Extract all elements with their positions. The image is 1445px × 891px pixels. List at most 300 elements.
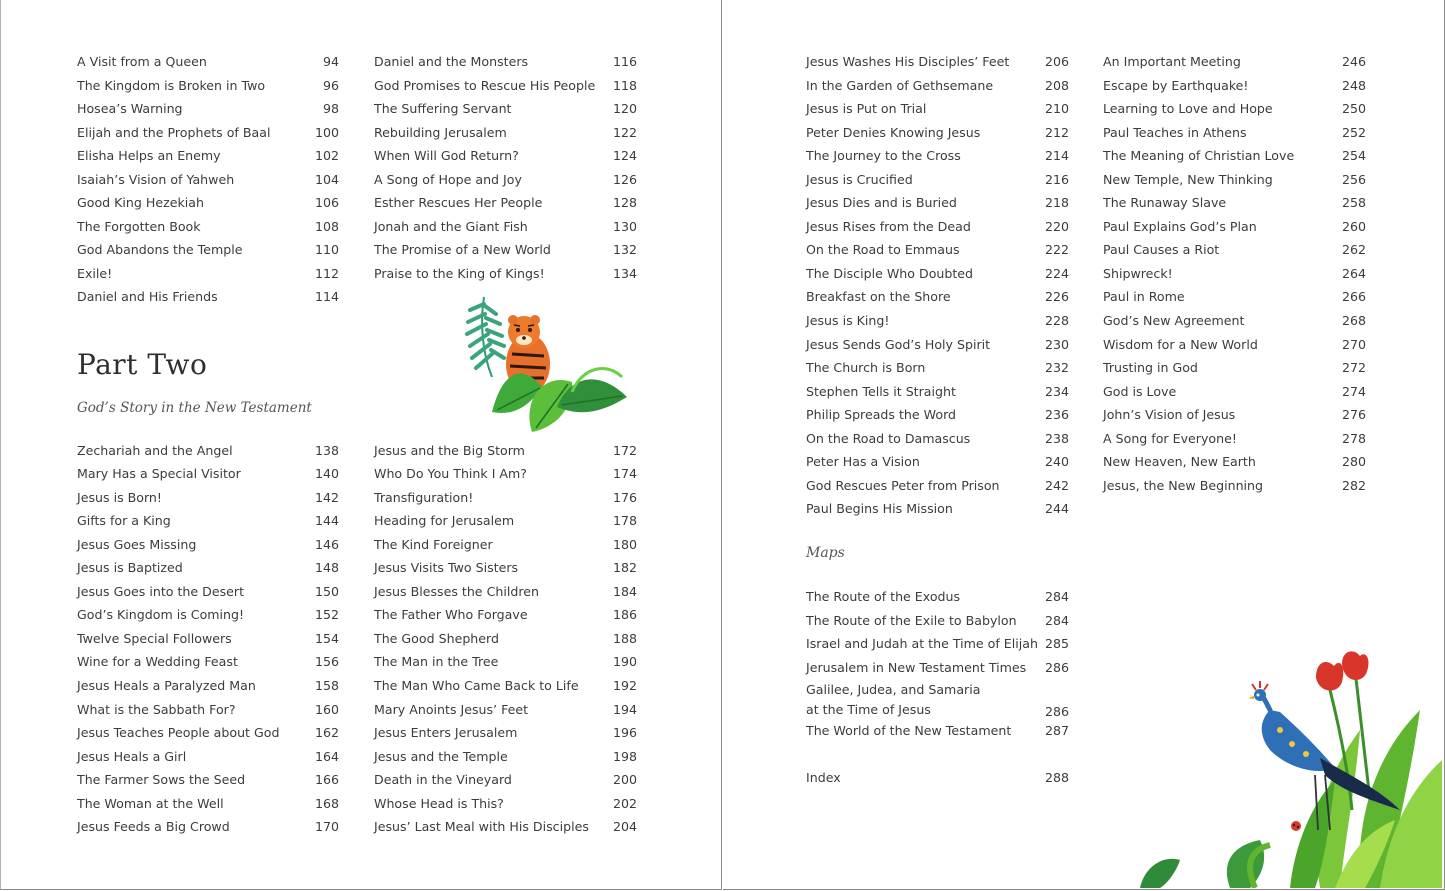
toc-entry[interactable] bbox=[374, 815, 637, 839]
toc-entry-page: 210 bbox=[1044, 101, 1069, 117]
toc-entry-title: Gifts for a King bbox=[77, 513, 171, 529]
toc-entry-title: Transfiguration! bbox=[374, 489, 474, 505]
toc-entry[interactable] bbox=[374, 168, 637, 192]
toc-entry-page: 116 bbox=[612, 54, 637, 69]
toc-entry-page: 120 bbox=[612, 101, 637, 117]
toc-entry-page: 140 bbox=[314, 466, 339, 482]
toc-entry-page: 182 bbox=[612, 560, 637, 576]
toc-entry-page: 238 bbox=[1044, 430, 1069, 446]
toc-entry[interactable] bbox=[77, 121, 339, 145]
toc-entry-title: Jerusalem in New Testament Times bbox=[806, 659, 1027, 675]
toc-entry[interactable] bbox=[374, 533, 637, 557]
toc-entry-page: 286 bbox=[1044, 703, 1069, 719]
toc-entry[interactable] bbox=[806, 74, 1069, 98]
toc-entry-page: 240 bbox=[1044, 454, 1069, 470]
toc-entry-page: 236 bbox=[1044, 407, 1069, 423]
toc-entry[interactable] bbox=[77, 650, 339, 674]
toc-entry[interactable] bbox=[806, 309, 1069, 333]
toc-entry-title: Jesus Feeds a Big Crowd bbox=[77, 819, 230, 835]
toc-entry[interactable] bbox=[374, 792, 637, 816]
toc-entry[interactable] bbox=[77, 486, 339, 510]
toc-entry-page: 222 bbox=[1044, 242, 1069, 258]
toc-entry[interactable] bbox=[374, 650, 637, 674]
toc-entry[interactable] bbox=[374, 603, 637, 627]
toc-entry-page: 230 bbox=[1044, 336, 1069, 352]
toc-entry[interactable] bbox=[806, 403, 1069, 427]
toc-entry-title: Jesus Goes into the Desert bbox=[77, 583, 245, 599]
toc-entry-title: Rebuilding Jerusalem bbox=[374, 124, 507, 140]
toc-entry-page: 158 bbox=[314, 677, 339, 693]
toc-entry[interactable] bbox=[806, 333, 1069, 357]
toc-entry-title: The Promise of a New World bbox=[374, 242, 551, 258]
toc-entry-title: Shipwreck! bbox=[1103, 265, 1173, 281]
toc-entry[interactable] bbox=[806, 262, 1069, 286]
toc-entry-page: 214 bbox=[1044, 148, 1069, 164]
fern-leaf-icon bbox=[467, 297, 504, 377]
toc-entry-title: Zechariah and the Angel bbox=[77, 442, 233, 458]
toc-entry-title: An Important Meeting bbox=[1103, 54, 1241, 69]
toc-entry[interactable] bbox=[1103, 427, 1366, 451]
toc-entry-title: Jesus is Put on Trial bbox=[806, 101, 927, 117]
toc-entry-page: 262 bbox=[1341, 242, 1366, 258]
toc-entry-page: 278 bbox=[1341, 430, 1366, 446]
toc-entry[interactable] bbox=[77, 627, 339, 651]
toc-entry-title: Daniel and His Friends bbox=[77, 289, 218, 305]
toc-entry-title: The Forgotten Book bbox=[77, 218, 201, 234]
toc-entry-title: God’s Kingdom is Coming! bbox=[77, 607, 245, 623]
toc-entry-page: 276 bbox=[1341, 407, 1366, 423]
toc-entry-page: 218 bbox=[1044, 195, 1069, 211]
toc-entry-title: Esther Rescues Her People bbox=[374, 195, 543, 211]
toc-entry[interactable] bbox=[374, 50, 637, 74]
toc-entry[interactable] bbox=[77, 698, 339, 722]
toc-entry-title: Paul Begins His Mission bbox=[806, 501, 953, 517]
toc-entry-page: 246 bbox=[1341, 54, 1366, 69]
toc-entry-page: 160 bbox=[314, 701, 339, 717]
toc-entry-page: 172 bbox=[612, 442, 637, 458]
toc-entry[interactable] bbox=[374, 262, 637, 286]
toc-entry-title: The Church is Born bbox=[806, 360, 926, 376]
toc-entry-title: Escape by Earthquake! bbox=[1103, 77, 1249, 93]
toc-entry-page: 282 bbox=[1341, 477, 1366, 493]
toc-entry-page: 108 bbox=[314, 218, 339, 234]
toc-entry-title: Wisdom for a New World bbox=[1103, 336, 1258, 352]
toc-entry[interactable] bbox=[374, 74, 637, 98]
toc-entry-title: Israel and Judah at the Time of Elijah bbox=[806, 636, 1038, 652]
toc-entry[interactable] bbox=[1103, 191, 1366, 215]
toc-entry-page: 114 bbox=[314, 289, 339, 305]
toc-entry-title: Jesus and the Temple bbox=[374, 748, 508, 764]
toc-entry-page: 164 bbox=[314, 748, 339, 764]
toc-entry-title: Who Do You Think I Am? bbox=[374, 466, 527, 482]
toc-entry-page: 272 bbox=[1341, 360, 1366, 376]
toc-entry-page: 268 bbox=[1341, 313, 1366, 329]
toc-entry-page: 242 bbox=[1044, 477, 1069, 493]
toc-entry[interactable] bbox=[1103, 474, 1366, 498]
toc-entry[interactable] bbox=[806, 168, 1069, 192]
toc-entry[interactable] bbox=[1103, 215, 1366, 239]
toc-entry[interactable] bbox=[1103, 168, 1366, 192]
toc-entry-page: 226 bbox=[1044, 289, 1069, 305]
toc-column-3 bbox=[77, 439, 339, 839]
toc-entry[interactable] bbox=[806, 97, 1069, 121]
toc-entry-page: 250 bbox=[1341, 101, 1366, 117]
toc-entry-page: 216 bbox=[1044, 171, 1069, 187]
toc-entry-title: The Man Who Came Back to Life bbox=[374, 677, 579, 693]
toc-entry[interactable] bbox=[374, 698, 637, 722]
toc-entry-page: 170 bbox=[314, 819, 339, 835]
toc-entry-page: 234 bbox=[1044, 383, 1069, 399]
toc-entry-title: The Suffering Servant bbox=[374, 101, 512, 117]
toc-entry-page: 148 bbox=[314, 560, 339, 576]
toc-entry-title: Jesus and the Big Storm bbox=[374, 442, 525, 458]
toc-entry-page: 244 bbox=[1044, 501, 1069, 517]
toc-entry[interactable] bbox=[1103, 403, 1366, 427]
toc-entry-title: Jesus, the New Beginning bbox=[1103, 477, 1264, 493]
toc-entry-title: Peter Denies Knowing Jesus bbox=[806, 124, 981, 140]
toc-entry-title: Elijah and the Prophets of Baal bbox=[77, 124, 271, 140]
toc-entry-page: 100 bbox=[314, 124, 339, 140]
index-entry[interactable] bbox=[806, 766, 1069, 790]
toc-entry[interactable] bbox=[77, 509, 339, 533]
toc-entry[interactable] bbox=[77, 792, 339, 816]
toc-entry[interactable] bbox=[806, 609, 1069, 633]
toc-entry-title: Philip Spreads the Word bbox=[806, 407, 957, 423]
toc-entry[interactable] bbox=[374, 97, 637, 121]
toc-entry-title: On the Road to Damascus bbox=[806, 430, 971, 446]
toc-entry-page: 98 bbox=[322, 101, 339, 117]
toc-entry-page: 166 bbox=[314, 772, 339, 788]
toc-entry[interactable] bbox=[1103, 97, 1366, 121]
toc-entry-title: Jesus Enters Jerusalem bbox=[374, 725, 518, 741]
toc-entry-title: Jesus Goes Missing bbox=[77, 536, 197, 552]
toc-entry-page: 132 bbox=[612, 242, 637, 258]
toc-entry-title: God Promises to Rescue His People bbox=[374, 77, 596, 93]
toc-entry[interactable] bbox=[1103, 262, 1366, 286]
toc-entry[interactable] bbox=[374, 580, 637, 604]
toc-entry-title: Paul Explains God’s Plan bbox=[1103, 218, 1257, 234]
toc-entry-page: 192 bbox=[612, 677, 637, 693]
toc-entry-title: Good King Hezekiah bbox=[77, 195, 204, 211]
toc-entry-page: 184 bbox=[612, 583, 637, 599]
toc-entry-page: 124 bbox=[612, 148, 637, 164]
toc-entry[interactable] bbox=[77, 721, 339, 745]
toc-entry[interactable] bbox=[374, 191, 637, 215]
toc-entry-page: 274 bbox=[1341, 383, 1366, 399]
toc-entry[interactable] bbox=[1103, 144, 1366, 168]
toc-entry[interactable] bbox=[1103, 121, 1366, 145]
toc-entry-title: The Farmer Sows the Seed bbox=[77, 772, 246, 788]
toc-entry[interactable] bbox=[374, 674, 637, 698]
toc-entry[interactable] bbox=[806, 474, 1069, 498]
toc-entry-page: 152 bbox=[314, 607, 339, 623]
toc-column-4 bbox=[374, 439, 637, 839]
toc-entry-title: God is Love bbox=[1103, 383, 1177, 399]
toc-entry-title: The Journey to the Cross bbox=[806, 148, 961, 164]
toc-entry[interactable] bbox=[77, 815, 339, 839]
toc-entry-page: 122 bbox=[612, 124, 637, 140]
toc-entry[interactable] bbox=[374, 144, 637, 168]
toc-entry-title: Heading for Jerusalem bbox=[374, 513, 515, 529]
toc-entry-page: 146 bbox=[314, 536, 339, 552]
toc-entry-title: The Kind Foreigner bbox=[374, 536, 493, 552]
toc-column-5 bbox=[806, 50, 1069, 521]
toc-entry-page: 224 bbox=[1044, 265, 1069, 281]
toc-entry[interactable] bbox=[374, 509, 637, 533]
toc-entry-page: 206 bbox=[1044, 54, 1069, 69]
toc-entry-page: 204 bbox=[612, 819, 637, 835]
toc-entry[interactable] bbox=[806, 719, 1069, 743]
toc-entry[interactable] bbox=[374, 486, 637, 510]
toc-entry-title: Jesus Washes His Disciples’ Feet bbox=[806, 54, 1010, 69]
toc-entry[interactable] bbox=[806, 679, 1069, 723]
toc-entry-page: 150 bbox=[314, 583, 339, 599]
toc-entry-title: John’s Vision of Jesus bbox=[1103, 407, 1236, 423]
toc-entry[interactable] bbox=[806, 380, 1069, 404]
toc-entry-page: 130 bbox=[612, 218, 637, 234]
toc-entry[interactable] bbox=[374, 768, 637, 792]
toc-entry-title: Breakfast on the Shore bbox=[806, 289, 951, 305]
toc-entry-page: 106 bbox=[314, 195, 339, 211]
toc-entry-page: 180 bbox=[612, 536, 637, 552]
toc-entry-page: 232 bbox=[1044, 360, 1069, 376]
toc-entry-title: The Woman at the Well bbox=[77, 795, 224, 811]
toc-entry[interactable] bbox=[1103, 74, 1366, 98]
toc-entry-page: 228 bbox=[1044, 313, 1069, 329]
toc-entry-page: 212 bbox=[1044, 124, 1069, 140]
toc-entry-page: 174 bbox=[612, 466, 637, 482]
toc-entry[interactable] bbox=[77, 50, 339, 74]
toc-entry-title-line1: Galilee, Judea, and Samaria bbox=[806, 682, 981, 698]
toc-entry-title: Jonah and the Giant Fish bbox=[374, 218, 528, 234]
toc-entry[interactable] bbox=[77, 439, 339, 463]
toc-entry[interactable] bbox=[806, 144, 1069, 168]
toc-entry-title: On the Road to Emmaus bbox=[806, 242, 960, 258]
toc-entry-page: 168 bbox=[314, 795, 339, 811]
toc-entry-title: Jesus Visits Two Sisters bbox=[374, 560, 519, 576]
toc-entry-title: Stephen Tells it Straight bbox=[806, 383, 956, 399]
toc-entry-title: God Rescues Peter from Prison bbox=[806, 477, 1000, 493]
toc-entry-title: Wine for a Wedding Feast bbox=[77, 654, 238, 670]
toc-entry[interactable] bbox=[374, 215, 637, 239]
toc-entry[interactable] bbox=[806, 285, 1069, 309]
toc-entry-title: Trusting in God bbox=[1103, 360, 1198, 376]
toc-entry-title: Mary Has a Special Visitor bbox=[77, 466, 241, 482]
toc-entry-title: Elisha Helps an Enemy bbox=[77, 148, 221, 164]
toc-entry-page: 286 bbox=[1044, 659, 1069, 675]
toc-entry-page: 102 bbox=[314, 148, 339, 164]
toc-entry-title: The Disciple Who Doubted bbox=[806, 265, 974, 281]
toc-entry[interactable] bbox=[806, 356, 1069, 380]
maps-list bbox=[806, 585, 1069, 790]
toc-entry-title: The Route of the Exodus bbox=[806, 589, 961, 604]
toc-entry-page: 190 bbox=[612, 654, 637, 670]
toc-entry-title: The Meaning of Christian Love bbox=[1103, 148, 1295, 164]
toc-entry[interactable] bbox=[77, 580, 339, 604]
toc-entry-title: A Song of Hope and Joy bbox=[374, 171, 522, 187]
toc-entry[interactable] bbox=[77, 238, 339, 262]
toc-entry-page: 118 bbox=[612, 77, 637, 93]
toc-entry-title: The World of the New Testament bbox=[806, 723, 1012, 739]
jungle-leaves-icon bbox=[492, 369, 627, 432]
toc-entry-title: Paul in Rome bbox=[1103, 289, 1185, 305]
toc-entry-page: 104 bbox=[314, 171, 339, 187]
toc-entry[interactable] bbox=[806, 121, 1069, 145]
toc-entry[interactable] bbox=[1103, 356, 1366, 380]
toc-entry-title: Exile! bbox=[77, 265, 113, 281]
toc-entry-page: 186 bbox=[612, 607, 637, 623]
toc-entry-title: New Temple, New Thinking bbox=[1103, 171, 1273, 187]
toc-entry[interactable] bbox=[77, 768, 339, 792]
toc-entry[interactable] bbox=[374, 121, 637, 145]
toc-entry[interactable] bbox=[1103, 450, 1366, 474]
toc-entry[interactable] bbox=[77, 462, 339, 486]
toc-entry[interactable] bbox=[1103, 333, 1366, 357]
toc-entry-title: A Song for Everyone! bbox=[1103, 430, 1237, 446]
toc-entry-title: Jesus Heals a Paralyzed Man bbox=[77, 677, 256, 693]
toc-entry-page: 154 bbox=[314, 630, 339, 646]
toc-entry-page: 178 bbox=[612, 513, 637, 529]
toc-entry-page: 266 bbox=[1341, 289, 1366, 305]
toc-entry[interactable] bbox=[806, 238, 1069, 262]
toc-entry[interactable] bbox=[77, 191, 339, 215]
toc-entry-page: 128 bbox=[612, 195, 637, 211]
toc-entry[interactable] bbox=[374, 745, 637, 769]
toc-entry-page: 256 bbox=[1341, 171, 1366, 187]
toc-entry-title: Jesus Teaches People about God bbox=[77, 725, 280, 741]
toc-entry[interactable] bbox=[374, 556, 637, 580]
toc-entry-page: 280 bbox=[1341, 454, 1366, 470]
toc-entry[interactable] bbox=[1103, 285, 1366, 309]
toc-entry-title: Paul Teaches in Athens bbox=[1103, 124, 1247, 140]
toc-entry-title: Whose Head is This? bbox=[374, 795, 504, 811]
toc-entry-page: 285 bbox=[1044, 636, 1069, 652]
toc-entry-title: Isaiah’s Vision of Yahweh bbox=[77, 171, 235, 187]
toc-entry-title: Hosea’s Warning bbox=[77, 101, 183, 117]
toc-entry[interactable] bbox=[806, 50, 1069, 74]
toc-entry[interactable] bbox=[77, 74, 339, 98]
toc-entry-page: 248 bbox=[1341, 77, 1366, 93]
toc-entry-title: God Abandons the Temple bbox=[77, 242, 243, 258]
toc-entry-title: Jesus is Born! bbox=[77, 489, 162, 505]
toc-entry[interactable] bbox=[77, 556, 339, 580]
toc-entry-title: Peter Has a Vision bbox=[806, 454, 920, 470]
toc-entry-page: 142 bbox=[314, 489, 339, 505]
toc-entry-title: God’s New Agreement bbox=[1103, 313, 1245, 329]
index-title: Index bbox=[806, 770, 841, 786]
toc-entry[interactable] bbox=[374, 462, 637, 486]
toc-entry-title: Jesus Heals a Girl bbox=[77, 748, 187, 764]
toc-entry-page: 254 bbox=[1341, 148, 1366, 164]
toc-entry-page: 110 bbox=[314, 242, 339, 258]
toc-entry[interactable] bbox=[806, 215, 1069, 239]
toc-entry[interactable] bbox=[77, 144, 339, 168]
toc-entry-page: 264 bbox=[1341, 265, 1366, 281]
toc-entry[interactable] bbox=[77, 215, 339, 239]
toc-entry-page: 284 bbox=[1044, 589, 1069, 604]
toc-entry-title: Jesus is King! bbox=[806, 313, 890, 329]
toc-entry-page: 156 bbox=[314, 654, 339, 670]
toc-entry[interactable] bbox=[374, 627, 637, 651]
toc-entry-title: Learning to Love and Hope bbox=[1103, 101, 1273, 117]
toc-entry-title: Jesus Rises from the Dead bbox=[806, 218, 971, 234]
toc-entry[interactable] bbox=[77, 603, 339, 627]
toc-entry-title-line2: at the Time of Jesus bbox=[806, 702, 931, 718]
toc-entry[interactable] bbox=[374, 721, 637, 745]
toc-entry-page: 284 bbox=[1044, 612, 1069, 628]
toc-entry[interactable] bbox=[1103, 238, 1366, 262]
toc-entry-page: 188 bbox=[612, 630, 637, 646]
toc-entry[interactable] bbox=[77, 285, 339, 309]
toc-entry-title: Jesus Blesses the Children bbox=[374, 583, 539, 599]
toc-entry-page: 94 bbox=[322, 54, 339, 69]
toc-entry-page: 260 bbox=[1341, 218, 1366, 234]
toc-entry[interactable] bbox=[806, 585, 1069, 609]
toc-entry-page: 144 bbox=[314, 513, 339, 529]
toc-entry-title: Jesus Sends God’s Holy Spirit bbox=[806, 336, 991, 352]
maps-heading: Maps bbox=[806, 545, 845, 561]
toc-entry[interactable] bbox=[77, 97, 339, 121]
toc-entry[interactable] bbox=[374, 238, 637, 262]
toc-entry[interactable] bbox=[77, 262, 339, 286]
toc-entry[interactable] bbox=[1103, 309, 1366, 333]
toc-entry-page: 252 bbox=[1341, 124, 1366, 140]
toc-entry[interactable] bbox=[77, 745, 339, 769]
toc-entry-page: 112 bbox=[314, 265, 339, 281]
toc-entry-title: Jesus is Crucified bbox=[806, 171, 913, 187]
toc-entry-title: When Will God Return? bbox=[374, 148, 519, 164]
toc-entry-title: Jesus’ Last Meal with His Disciples bbox=[374, 819, 589, 835]
toc-entry-page: 96 bbox=[322, 77, 339, 93]
toc-entry[interactable] bbox=[806, 656, 1069, 680]
toc-entry-title: Paul Causes a Riot bbox=[1103, 242, 1220, 258]
toc-entry-title: What is the Sabbath For? bbox=[77, 701, 236, 717]
toc-entry-title: A Visit from a Queen bbox=[77, 54, 207, 69]
part-title: Part Two bbox=[77, 348, 208, 381]
toc-entry[interactable] bbox=[1103, 50, 1366, 74]
toc-entry[interactable] bbox=[77, 168, 339, 192]
toc-entry-page: 134 bbox=[612, 265, 637, 281]
toc-entry[interactable] bbox=[806, 632, 1069, 656]
toc-entry[interactable] bbox=[806, 450, 1069, 474]
toc-entry-title: Daniel and the Monsters bbox=[374, 54, 529, 69]
toc-entry-page: 258 bbox=[1341, 195, 1366, 211]
toc-entry-title: Twelve Special Followers bbox=[77, 630, 232, 646]
toc-entry-title: Jesus is Baptized bbox=[77, 560, 183, 576]
toc-column-2 bbox=[374, 50, 637, 285]
toc-entry-title: The Good Shepherd bbox=[374, 630, 499, 646]
toc-entry-title: Praise to the King of Kings! bbox=[374, 265, 545, 281]
tiger-illustration bbox=[462, 292, 634, 444]
toc-entry-page: 176 bbox=[612, 489, 637, 505]
toc-entry[interactable] bbox=[806, 497, 1069, 521]
toc-entry[interactable] bbox=[77, 674, 339, 698]
toc-column-6 bbox=[1103, 50, 1366, 497]
toc-entry-title bbox=[806, 680, 980, 720]
toc-entry[interactable] bbox=[77, 533, 339, 557]
toc-entry-title: The Kingdom is Broken in Two bbox=[77, 77, 266, 93]
toc-entry-page: 270 bbox=[1341, 336, 1366, 352]
toc-entry[interactable] bbox=[806, 191, 1069, 215]
toc-entry-page: 208 bbox=[1044, 77, 1069, 93]
toc-entry-title: The Man in the Tree bbox=[374, 654, 499, 670]
toc-entry[interactable] bbox=[1103, 380, 1366, 404]
toc-entry-title: New Heaven, New Earth bbox=[1103, 454, 1256, 470]
peacock-plants-illustration bbox=[1120, 650, 1442, 888]
toc-entry-page: 162 bbox=[314, 725, 339, 741]
toc-column-1 bbox=[77, 50, 339, 309]
toc-entry[interactable] bbox=[806, 427, 1069, 451]
